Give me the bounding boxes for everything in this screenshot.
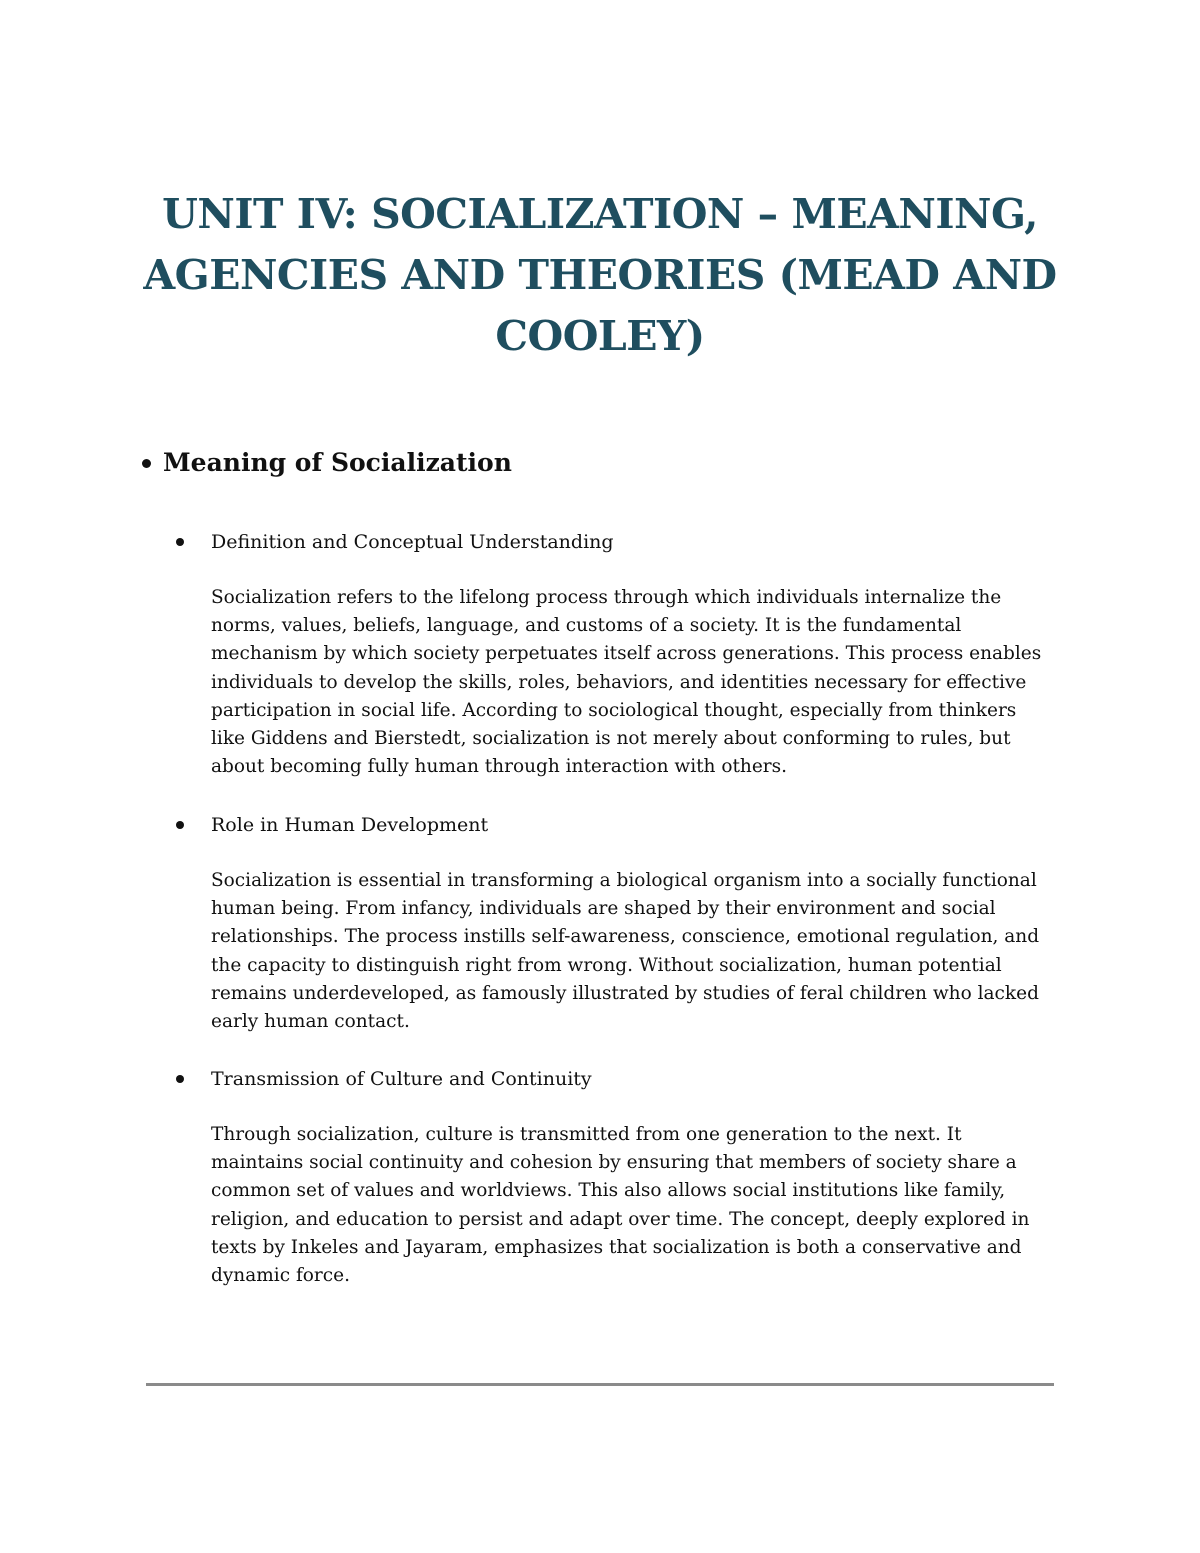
- bullet-icon: [176, 821, 184, 829]
- list-item-paragraph: Through socialization, culture is transmitted from one generation to the next. It maintains social continuity and cohesion by ensuring that members of society share a common set of values and worldviews. This also allows social institutions like family, religion, and education to persist and adapt over time. The concept, deeply explored in texts by Inkeles and Jayaram, emphasizes that socialization is both a conservative and dynamic force.: [211, 1124, 1030, 1287]
- list-item-heading-text: Transmission of Culture and Continuity: [211, 1068, 592, 1090]
- list-item-paragraph: Socialization is essential in transforming a biological organism into a socially functional human being. From infancy, individuals are shaped by their environment and social relationships. The process instills self-awareness, conscience, emotional regulation, and the capacity to distinguish right from wrong. Without socialization, human potential remains underdeveloped, as famously illustrated by studies of feral children who lacked early human contact.: [211, 870, 1040, 1033]
- list-item-transmission: [176, 1065, 1056, 1290]
- horizontal-divider: [146, 1383, 1054, 1386]
- bullet-icon: [176, 538, 184, 546]
- list-item-role: [176, 811, 1056, 1036]
- list-item-heading-text: Role in Human Development: [211, 814, 489, 836]
- section-heading-text: Meaning of Socialization: [163, 448, 512, 477]
- list-item-heading: [176, 811, 1056, 839]
- list-item-heading-text: Definition and Conceptual Understanding: [211, 531, 614, 553]
- list-item-heading: [176, 1065, 1056, 1093]
- bullet-icon: [142, 459, 151, 468]
- list-item-definition: [176, 528, 1056, 781]
- bullet-icon: [176, 1075, 184, 1083]
- document-title: UNIT IV: SOCIALIZATION – MEANING, AGENCIES AND THEORIES (MEAD AND COOLEY): [143, 190, 1057, 360]
- section-heading: [142, 448, 512, 477]
- list-item-heading: [176, 528, 1056, 556]
- list-item-paragraph: Socialization refers to the lifelong process through which individuals internalize the norms, values, beliefs, language, and customs of a society. It is the fundamental mechanism by which society perpetuates itself across generations. This process enables individuals to develop the skills, roles, behaviors, and identities necessary for effective participation in social life. According to sociological thought, especially from thinkers like Giddens and Bierstedt, socialization is not merely about conforming to rules, but about becoming fully human through interaction with others.: [211, 587, 1042, 778]
